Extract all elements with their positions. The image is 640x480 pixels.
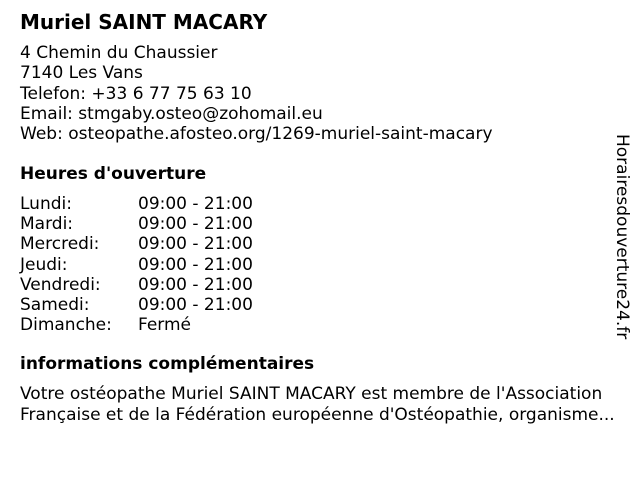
time-range: 09:00 - 21:00 [138, 254, 253, 275]
opening-hours-heading: Heures d'ouverture [20, 164, 207, 184]
day-label: Dimanche: [20, 315, 112, 336]
time-range: 09:00 - 21:00 [138, 214, 253, 235]
site-watermark: Horairesdouverture24.fr [612, 134, 632, 340]
day-label: Samedi: [20, 294, 90, 315]
day-label: Lundi: [20, 194, 72, 214]
time-range: Fermé [138, 315, 192, 336]
time-range: 09:00 - 21:00 [138, 194, 253, 214]
time-range: 09:00 - 21:00 [138, 234, 253, 255]
time-range: 09:00 - 21:00 [138, 294, 253, 315]
description-line-2: Française et de la Fédération européenne d'Ostéopathie, organisme... [20, 404, 615, 425]
time-range: 09:00 - 21:00 [138, 274, 253, 295]
contact-block [20, 43, 493, 144]
phone-text: Telefon: +33 6 77 75 63 10 [20, 83, 252, 104]
address-line-2: 7140 Les Vans [20, 63, 143, 84]
day-label: Vendredi: [20, 274, 101, 295]
day-label: Mardi: [20, 214, 74, 235]
address-line-1: 4 Chemin du Chaussier [20, 43, 218, 63]
business-name: Muriel SAINT MACARY [20, 10, 268, 34]
email-text: Email: stmgaby.osteo@zohomail.eu [20, 103, 323, 124]
description-text [20, 384, 630, 425]
web-text: Web: osteopathe.afosteo.org/1269-muriel-saint-macary [20, 124, 493, 145]
additional-info-heading: informations complémentaires [20, 354, 315, 374]
day-label: Jeudi: [20, 254, 68, 275]
description-line-1: Votre ostéopathe Muriel SAINT MACARY est membre de l'Association [20, 384, 603, 404]
day-label: Mercredi: [20, 234, 100, 255]
